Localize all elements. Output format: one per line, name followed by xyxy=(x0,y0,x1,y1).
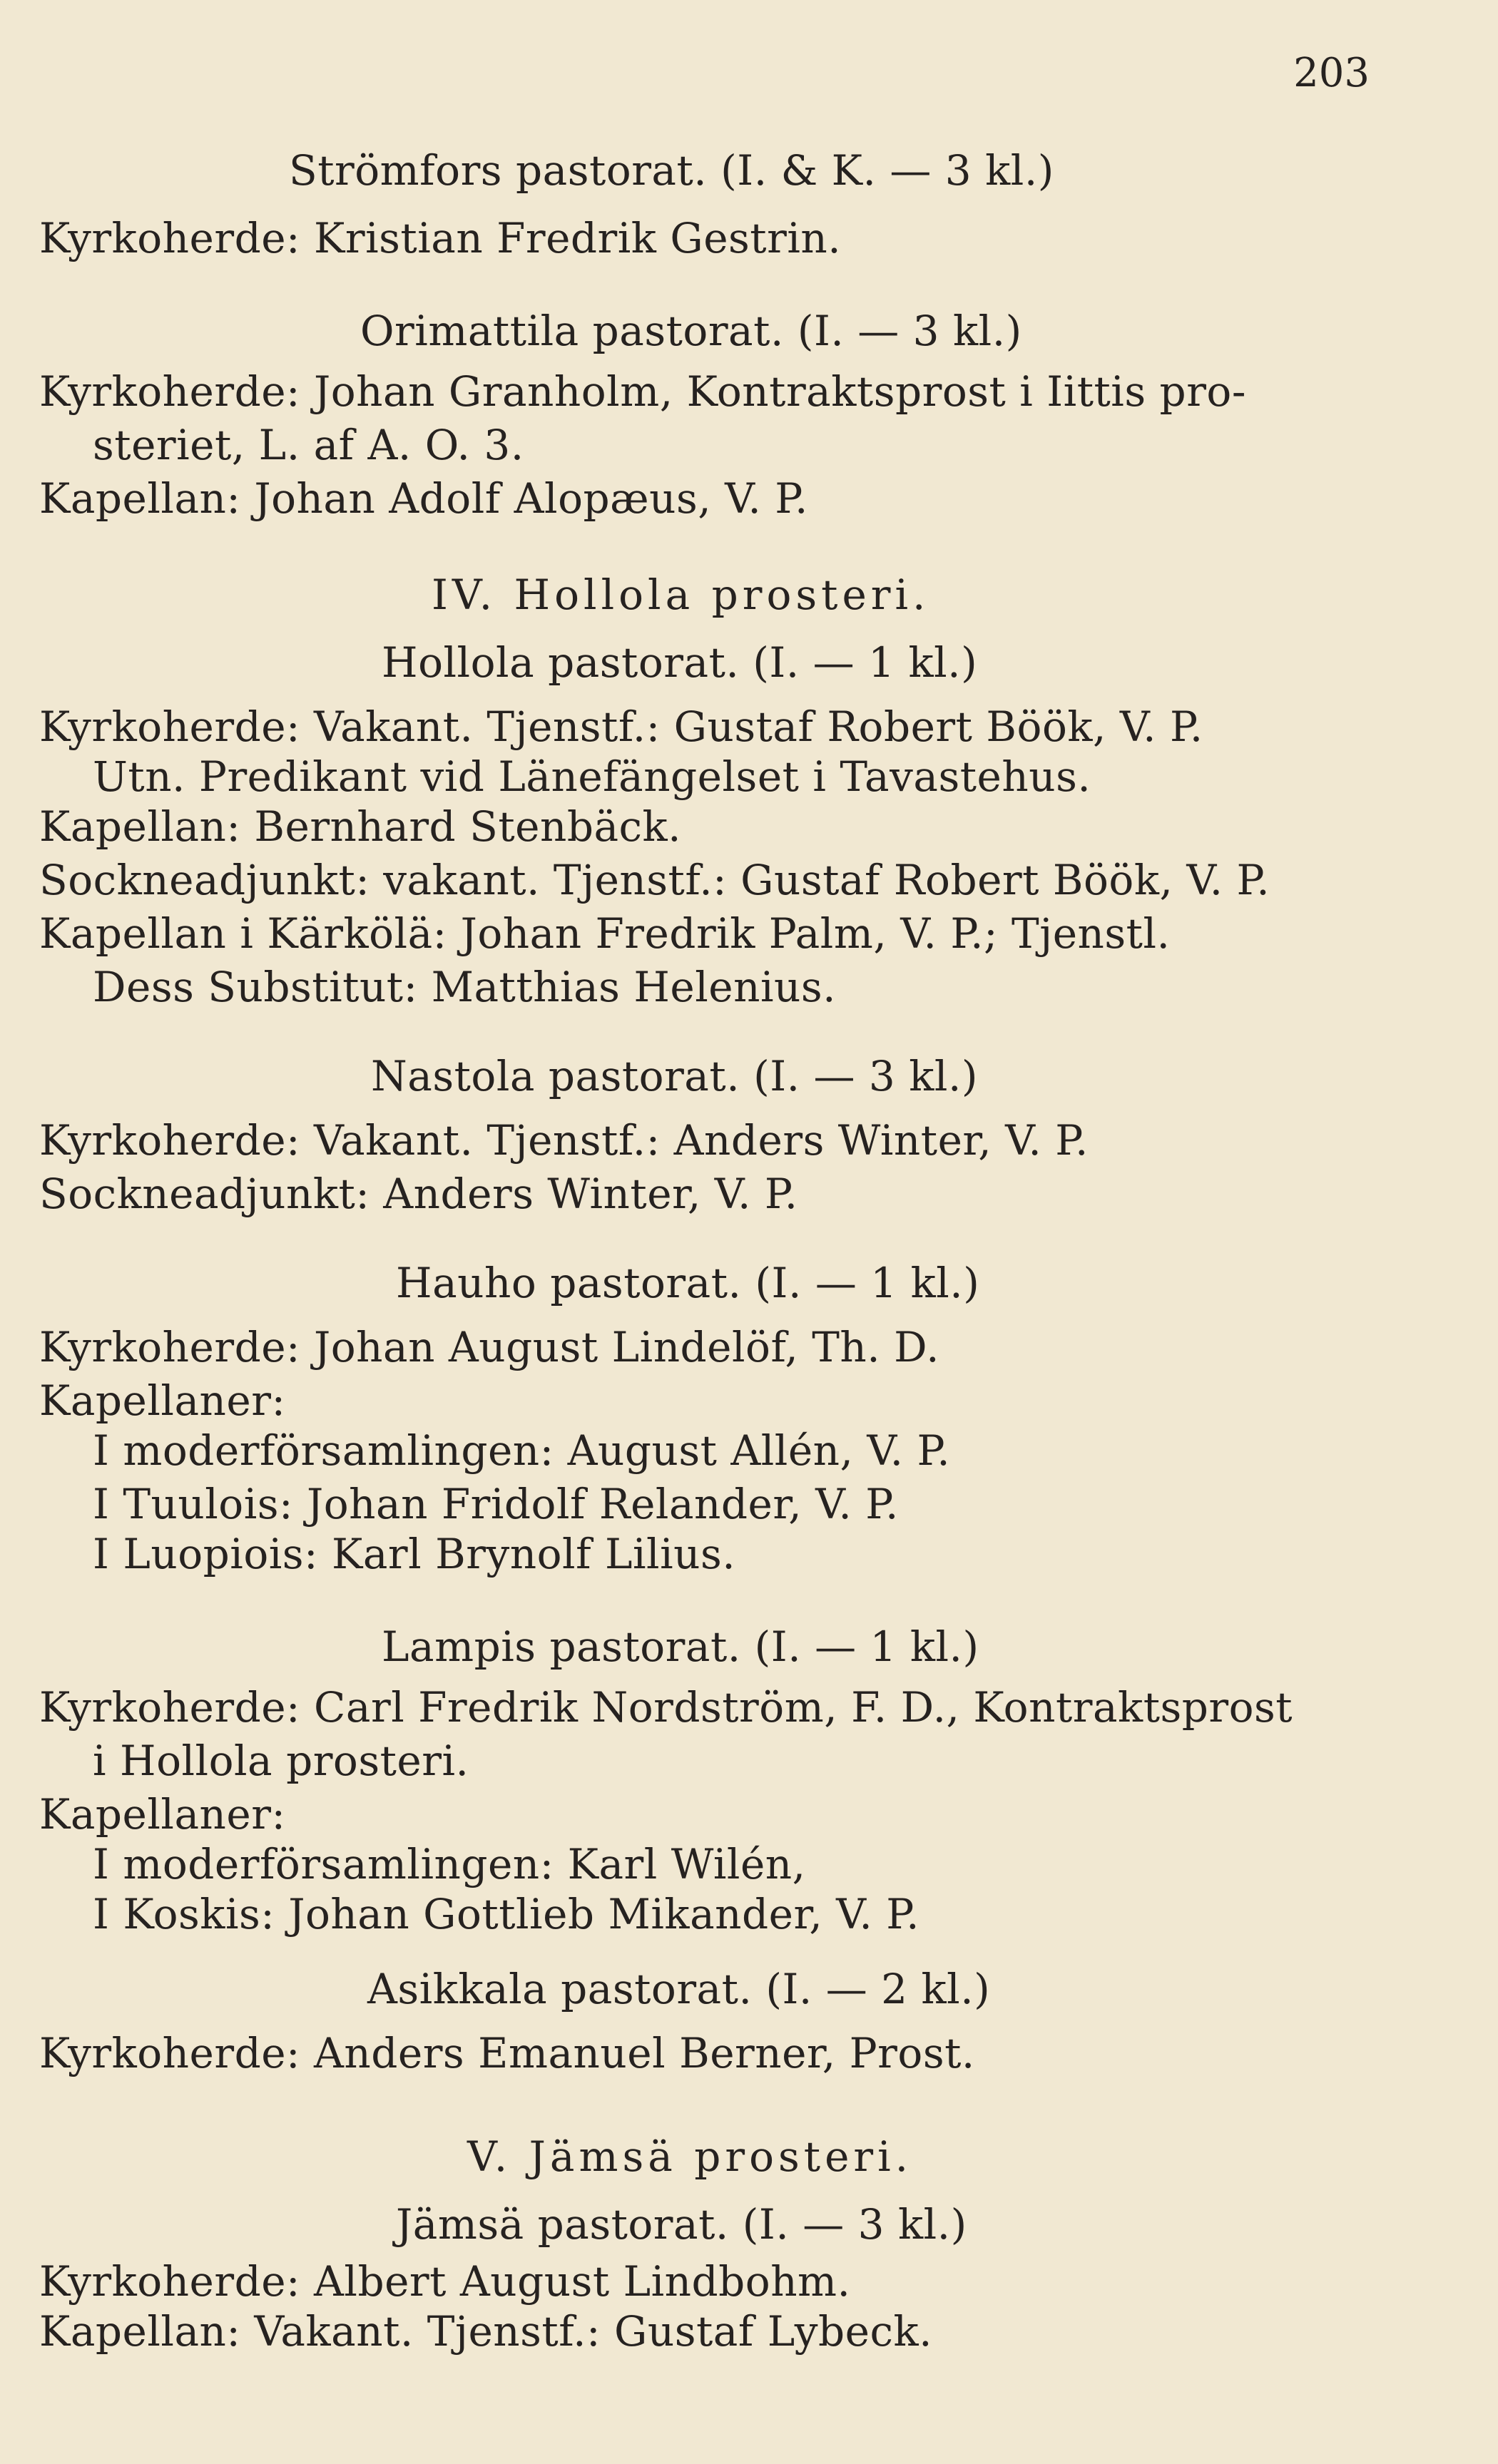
text-line: I Luopiois: Karl Brynolf Lilius. xyxy=(93,1530,736,1578)
text-line: Kyrkoherde: Johan August Lindelöf, Th. D. xyxy=(39,1323,940,1371)
page-number: 203 xyxy=(1293,50,1370,96)
parish-heading-asikkala: Asikkala pastorat. (I. — 2 kl.) xyxy=(367,1965,991,2013)
parish-heading-hauho: Hauho pastorat. (I. — 1 kl.) xyxy=(396,1259,980,1307)
deanery-heading-hollola: IV. Hollola prosteri. xyxy=(432,571,930,619)
text-line: i Hollola prosteri. xyxy=(93,1737,469,1785)
text-line: Kyrkoherde: Anders Emanuel Berner, Prost. xyxy=(39,2029,975,2077)
text-line: Kapellaner: xyxy=(39,1376,286,1425)
text-line: Sockneadjunkt: vakant. Tjenstf.: Gustaf Robert Böök, V. P. xyxy=(39,856,1270,904)
parish-heading-stromfors: Strömfors pastorat. (I. & K. — 3 kl.) xyxy=(289,146,1054,195)
text-line: Sockneadjunkt: Anders Winter, V. P. xyxy=(39,1170,798,1218)
text-line: Dess Substitut: Matthias Helenius. xyxy=(93,963,837,1011)
text-line: Kyrkoherde: Carl Fredrik Nordström, F. D., Kontraktsprost xyxy=(39,1683,1293,1732)
text-line: Utn. Predikant vid Länefängelset i Tavastehus. xyxy=(93,752,1091,801)
parish-heading-orimattila: Orimattila pastorat. (I. — 3 kl.) xyxy=(360,307,1022,355)
text-line: I moderförsamlingen: Karl Wilén, xyxy=(93,1840,806,1888)
text-line: Kapellan: Vakant. Tjenstf.: Gustaf Lybeck. xyxy=(39,2307,933,2356)
parish-heading-jamsa: Jämsä pastorat. (I. — 3 kl.) xyxy=(396,2200,967,2249)
text-line: Kapellan: Johan Adolf Alopæus, V. P. xyxy=(39,474,808,523)
deanery-heading-jamsa: V. Jämsä prosteri. xyxy=(467,2132,913,2181)
parish-heading-hollola: Hollola pastorat. (I. — 1 kl.) xyxy=(382,638,978,687)
parish-heading-nastola: Nastola pastorat. (I. — 3 kl.) xyxy=(371,1052,979,1100)
text-line: Kyrkoherde: Johan Granholm, Kontraktsprost i Iittis pro- xyxy=(39,367,1246,416)
text-line: Kapellan i Kärkölä: Johan Fredrik Palm, V. P.; Tjenstl. xyxy=(39,909,1171,958)
text-line: steriet, L. af A. O. 3. xyxy=(93,421,524,469)
text-line: Kyrkoherde: Albert August Lindbohm. xyxy=(39,2257,851,2306)
text-line: I Tuulois: Johan Fridolf Relander, V. P. xyxy=(93,1480,899,1528)
text-line: Kyrkoherde: Kristian Fredrik Gestrin. xyxy=(39,214,842,262)
text-line: Kapellaner: xyxy=(39,1790,286,1839)
text-line: I Koskis: Johan Gottlieb Mikander, V. P. xyxy=(93,1890,920,1938)
parish-heading-lampis: Lampis pastorat. (I. — 1 kl.) xyxy=(382,1622,979,1671)
text-line: I moderförsamlingen: August Allén, V. P. xyxy=(93,1426,951,1475)
text-line: Kyrkoherde: Vakant. Tjenstf.: Anders Winter, V. P. xyxy=(39,1116,1089,1165)
text-line: Kyrkoherde: Vakant. Tjenstf.: Gustaf Robert Böök, V. P. xyxy=(39,702,1203,751)
text-line: Kapellan: Bernhard Stenbäck. xyxy=(39,802,682,851)
